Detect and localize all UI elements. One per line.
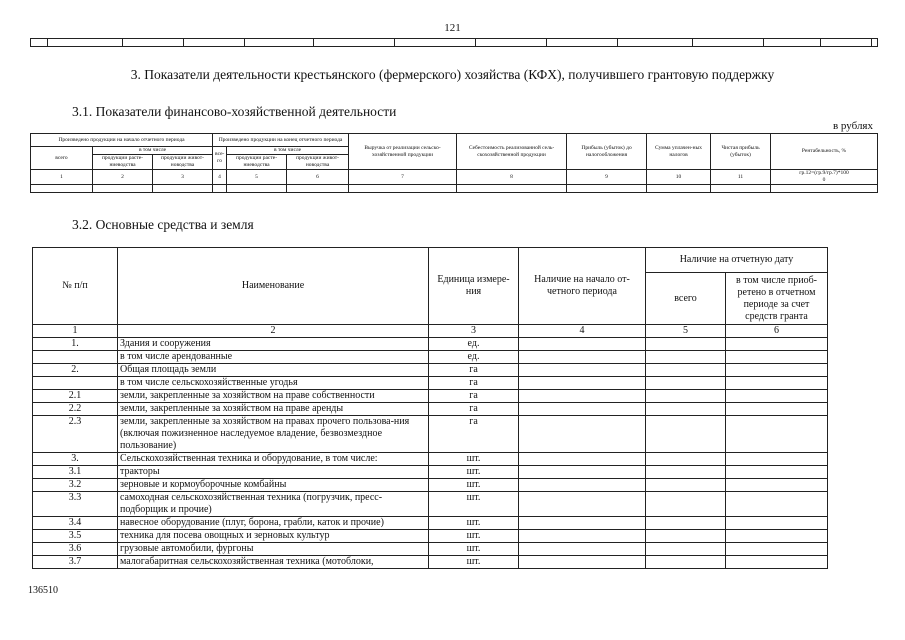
row-cell bbox=[519, 517, 646, 530]
row-unit: шт. bbox=[429, 543, 519, 556]
row-cell bbox=[646, 364, 726, 377]
fin-empty-cell bbox=[711, 185, 771, 193]
row-cell bbox=[519, 479, 646, 492]
fin-header-plant-end: продукции расте-ниеводства bbox=[227, 155, 287, 170]
row-cell bbox=[726, 517, 828, 530]
row-num: 3. bbox=[33, 453, 118, 466]
fin-colnum: 10 bbox=[647, 170, 711, 185]
row-name: самоходная сельскохозяйственная техника (погрузчик, пресс-подборщик и прочие) bbox=[118, 492, 429, 517]
assets-header-grant: в том числе приоб-ретено в отчетном периоде за счет средств гранта bbox=[726, 273, 828, 325]
row-cell bbox=[726, 338, 828, 351]
table-row bbox=[33, 556, 828, 569]
fin-empty-cell bbox=[349, 185, 457, 193]
row-unit: шт. bbox=[429, 492, 519, 517]
table-row bbox=[33, 543, 828, 556]
row-name: тракторы bbox=[118, 466, 429, 479]
row-cell bbox=[726, 492, 828, 517]
row-num: 3.5 bbox=[33, 530, 118, 543]
assets-header-report-date: Наличие на отчетную дату bbox=[646, 248, 828, 273]
assets-colnum: 1 bbox=[33, 325, 118, 338]
row-cell bbox=[646, 530, 726, 543]
row-cell bbox=[646, 453, 726, 466]
row-name: грузовые автомобили, фургоны bbox=[118, 543, 429, 556]
table-row bbox=[33, 390, 828, 403]
row-cell bbox=[726, 377, 828, 390]
row-cell bbox=[726, 390, 828, 403]
row-unit: шт. bbox=[429, 453, 519, 466]
table-row bbox=[33, 530, 828, 543]
row-cell bbox=[646, 390, 726, 403]
row-cell bbox=[646, 543, 726, 556]
row-unit: шт. bbox=[429, 479, 519, 492]
row-cell bbox=[726, 466, 828, 479]
row-num: 1. bbox=[33, 338, 118, 351]
row-num: 3.4 bbox=[33, 517, 118, 530]
row-name: земли, закрепленные за хозяйством на правах прочего пользова-ния (включая пожизненное наследуемое владение, безвозмездное пользование) bbox=[118, 416, 429, 453]
fin-colnum: 6 bbox=[287, 170, 349, 185]
row-num: 2.3 bbox=[33, 416, 118, 453]
row-cell bbox=[726, 556, 828, 569]
fin-header-start: Произведено продукции на начало отчетного периода bbox=[31, 134, 213, 147]
row-name: навесное оборудование (плуг, борона, грабли, каток и прочие) bbox=[118, 517, 429, 530]
row-cell bbox=[726, 403, 828, 416]
row-num bbox=[33, 377, 118, 390]
row-unit: га bbox=[429, 416, 519, 453]
row-cell bbox=[519, 364, 646, 377]
assets-colnum: 3 bbox=[429, 325, 519, 338]
fin-empty-cell bbox=[647, 185, 711, 193]
fin-empty-cell bbox=[213, 185, 227, 193]
fin-empty-cell bbox=[457, 185, 567, 193]
table-row bbox=[33, 377, 828, 390]
row-unit: га bbox=[429, 377, 519, 390]
assets-header-total: всего bbox=[646, 273, 726, 325]
table-row bbox=[33, 351, 828, 364]
table-row bbox=[33, 453, 828, 466]
assets-header-unit: Единица измере-ния bbox=[429, 248, 519, 325]
row-cell bbox=[519, 416, 646, 453]
row-name: зерновые и кормоуборочные комбайны bbox=[118, 479, 429, 492]
fin-empty-cell bbox=[93, 185, 153, 193]
assets-colnum: 6 bbox=[726, 325, 828, 338]
row-cell bbox=[726, 364, 828, 377]
document-code: 136510 bbox=[28, 585, 58, 596]
row-num: 3.6 bbox=[33, 543, 118, 556]
row-unit: шт. bbox=[429, 517, 519, 530]
page-number: 121 bbox=[444, 22, 461, 34]
row-name: земли, закрепленные за хозяйством на праве аренды bbox=[118, 403, 429, 416]
fin-colnum: 8 bbox=[457, 170, 567, 185]
fin-formula-value: 0 bbox=[822, 177, 826, 183]
row-unit: га bbox=[429, 364, 519, 377]
row-name: Здания и сооружения bbox=[118, 338, 429, 351]
assets-header-num: № п/п bbox=[33, 248, 118, 325]
financial-indicators-table bbox=[30, 133, 878, 193]
row-cell bbox=[646, 338, 726, 351]
row-num: 3.7 bbox=[33, 556, 118, 569]
row-unit: шт. bbox=[429, 530, 519, 543]
row-unit: ед. bbox=[429, 338, 519, 351]
fin-header-incl-start: в том числе bbox=[93, 147, 213, 155]
fin-colnum: 1 bbox=[31, 170, 93, 185]
assets-header-name: Наименование bbox=[118, 248, 429, 325]
header-ruler bbox=[30, 38, 878, 47]
row-num: 3.2 bbox=[33, 479, 118, 492]
fin-header-total-start: всего bbox=[31, 147, 93, 170]
row-unit: ед. bbox=[429, 351, 519, 364]
fin-empty-cell bbox=[287, 185, 349, 193]
fin-empty-cell bbox=[31, 185, 93, 193]
row-cell bbox=[646, 403, 726, 416]
fin-header-net-profit: Чистая прибыль (убыток) bbox=[711, 134, 771, 170]
row-cell bbox=[519, 543, 646, 556]
row-name: земли, закрепленные за хозяйством на праве собственности bbox=[118, 390, 429, 403]
table-row bbox=[33, 479, 828, 492]
fixed-assets-table bbox=[32, 247, 828, 569]
fin-formula: гр.12=(гр.9/гр.7)*100 bbox=[799, 170, 849, 176]
fin-header-revenue: Выручка от реализации сельско-хозяйственной продукции bbox=[349, 134, 457, 170]
fin-colnum: 11 bbox=[711, 170, 771, 185]
row-cell bbox=[519, 453, 646, 466]
row-num: 2. bbox=[33, 364, 118, 377]
row-cell bbox=[519, 377, 646, 390]
fin-header-cost: Себестоимость реализованной сель-скохозяйственной продукции bbox=[457, 134, 567, 170]
row-num: 3.1 bbox=[33, 466, 118, 479]
assets-colnum: 5 bbox=[646, 325, 726, 338]
row-num: 3.3 bbox=[33, 492, 118, 517]
row-num bbox=[33, 351, 118, 364]
row-cell bbox=[646, 377, 726, 390]
fin-colnum: 3 bbox=[153, 170, 213, 185]
fin-header-animal-end: продукции живот-новодства bbox=[287, 155, 349, 170]
fin-header-plant-start: продукции расте-ниеводства bbox=[93, 155, 153, 170]
row-cell bbox=[646, 556, 726, 569]
row-unit: шт. bbox=[429, 466, 519, 479]
table-row bbox=[33, 364, 828, 377]
row-cell bbox=[726, 453, 828, 466]
row-cell bbox=[646, 492, 726, 517]
fin-empty-cell bbox=[227, 185, 287, 193]
row-cell bbox=[646, 479, 726, 492]
fin-header-end: Произведено продукции на конец отчетного периода bbox=[213, 134, 349, 147]
fin-colnum: 9 bbox=[567, 170, 647, 185]
table-row bbox=[33, 416, 828, 453]
row-cell bbox=[519, 351, 646, 364]
table-row bbox=[33, 492, 828, 517]
row-cell bbox=[726, 351, 828, 364]
fin-colnum: 5 bbox=[227, 170, 287, 185]
fin-header-animal-start: продукции живот-новодства bbox=[153, 155, 213, 170]
table-row bbox=[33, 338, 828, 351]
row-cell bbox=[726, 530, 828, 543]
row-name: техника для посева овощных и зерновых культур bbox=[118, 530, 429, 543]
row-name: Сельскохозяйственная техника и оборудование, в том числе: bbox=[118, 453, 429, 466]
fin-empty-cell bbox=[567, 185, 647, 193]
fin-colnum: 2 bbox=[93, 170, 153, 185]
fin-header-incl-end: в том числе bbox=[227, 147, 349, 155]
row-cell bbox=[519, 556, 646, 569]
row-cell bbox=[519, 403, 646, 416]
fin-colnum: 7 bbox=[349, 170, 457, 185]
row-cell bbox=[519, 390, 646, 403]
row-cell bbox=[726, 416, 828, 453]
fin-empty-cell bbox=[771, 185, 878, 193]
table-row bbox=[33, 403, 828, 416]
fin-header-taxes: Сумма уплачен-ных налогов bbox=[647, 134, 711, 170]
subsection-title-financial: 3.1. Показатели финансово-хозяйственной деятельности bbox=[72, 104, 397, 119]
fin-colnum: 4 bbox=[213, 170, 227, 185]
table-row bbox=[33, 466, 828, 479]
currency-note: в рублях bbox=[832, 120, 873, 132]
row-name: Общая площадь земли bbox=[118, 364, 429, 377]
row-unit: га bbox=[429, 403, 519, 416]
row-name: в том числе арендованные bbox=[118, 351, 429, 364]
row-num: 2.1 bbox=[33, 390, 118, 403]
section-title: 3. Показатели деятельности крестьянского (фермерского) хозяйства (КФХ), получившего грантовую поддержку bbox=[130, 67, 775, 82]
row-name: малогабаритная сельскохозяйственная техника (мотоблоки, bbox=[118, 556, 429, 569]
row-cell bbox=[726, 543, 828, 556]
row-cell bbox=[519, 338, 646, 351]
row-unit: га bbox=[429, 390, 519, 403]
row-cell bbox=[519, 492, 646, 517]
fin-formula-cell bbox=[771, 170, 878, 185]
table-row bbox=[33, 517, 828, 530]
fin-header-profitability: Рентабельность, % bbox=[771, 134, 878, 170]
fin-header-total-end: все-го bbox=[213, 147, 227, 170]
subsection-title-assets: 3.2. Основные средства и земля bbox=[72, 217, 254, 232]
row-cell bbox=[726, 479, 828, 492]
row-cell bbox=[646, 416, 726, 453]
row-cell bbox=[646, 466, 726, 479]
row-cell bbox=[646, 351, 726, 364]
row-unit: шт. bbox=[429, 556, 519, 569]
assets-colnum: 2 bbox=[118, 325, 429, 338]
row-cell bbox=[519, 530, 646, 543]
assets-header-start: Наличие на начало от-четного периода bbox=[519, 248, 646, 325]
row-name: в том числе сельскохозяйственные угодья bbox=[118, 377, 429, 390]
assets-colnum: 4 bbox=[519, 325, 646, 338]
row-cell bbox=[519, 466, 646, 479]
row-cell bbox=[646, 517, 726, 530]
row-num: 2.2 bbox=[33, 403, 118, 416]
fin-empty-cell bbox=[153, 185, 213, 193]
fin-header-profit-before-tax: Прибыль (убыток) до налогообложения bbox=[567, 134, 647, 170]
